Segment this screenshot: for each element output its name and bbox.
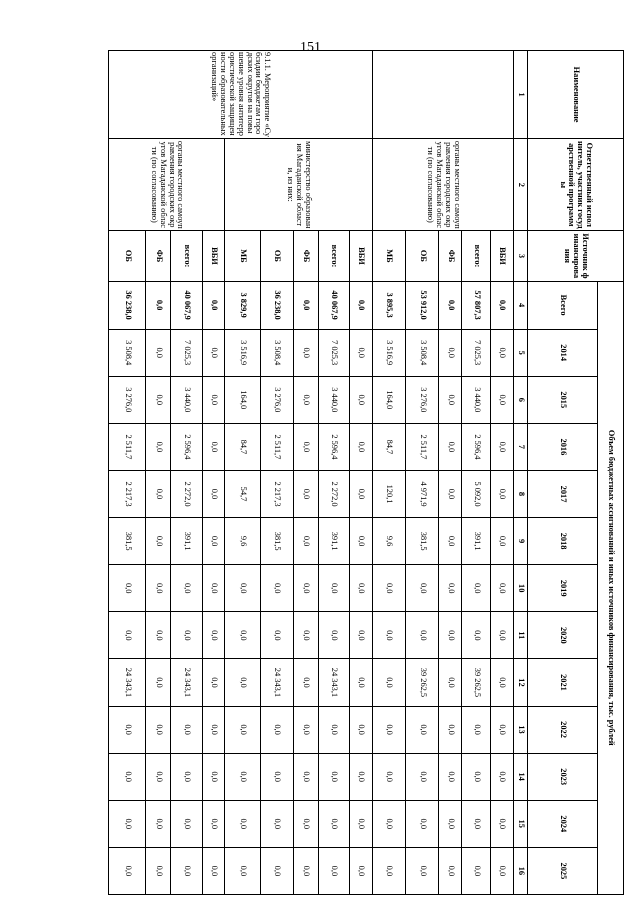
year-value-cell: 0,0 <box>202 753 225 800</box>
year-value-cell: 0,0 <box>260 800 293 847</box>
year-value-cell: 0,0 <box>260 847 293 894</box>
year-value-cell: 0,0 <box>349 376 372 423</box>
year-value-cell: 0,0 <box>202 565 225 612</box>
year-value-cell: 0,0 <box>293 376 318 423</box>
year-value-cell: 0,0 <box>349 329 372 376</box>
header-year: 2023 <box>528 753 598 800</box>
header-volume: Объем бюджетных ассигнований и иных источников финансирования, тыс. рублей <box>598 281 624 894</box>
year-value-cell: 0,0 <box>439 753 462 800</box>
year-value-cell: 0,0 <box>491 800 514 847</box>
total-value-cell: 36 238,0 <box>109 281 146 329</box>
column-number: 1 <box>514 51 528 139</box>
source-cell: ОБ <box>260 231 293 281</box>
year-value-cell: 2 272,0 <box>171 470 202 517</box>
year-value-cell: 0,0 <box>109 847 146 894</box>
executor-cell: органы местного самоуправления городских округов Магаданской области (по согласованию) <box>372 139 513 231</box>
year-value-cell: 0,0 <box>439 659 462 706</box>
year-value-cell: 0,0 <box>439 376 462 423</box>
year-value-cell: 0,0 <box>171 753 202 800</box>
year-value-cell: 0,0 <box>318 800 349 847</box>
year-value-cell: 0,0 <box>406 565 439 612</box>
year-value-cell: 0,0 <box>318 612 349 659</box>
year-value-cell: 0,0 <box>406 706 439 753</box>
year-value-cell: 2 596,4 <box>462 423 491 470</box>
total-value-cell: 0,0 <box>146 281 171 329</box>
year-value-cell: 0,0 <box>349 800 372 847</box>
column-number: 3 <box>514 231 528 281</box>
year-value-cell: 9,6 <box>372 518 405 565</box>
year-value-cell: 2 217,3 <box>109 470 146 517</box>
year-value-cell: 0,0 <box>109 753 146 800</box>
year-value-cell: 3 516,9 <box>372 329 405 376</box>
year-value-cell: 0,0 <box>293 565 318 612</box>
year-value-cell: 0,0 <box>462 800 491 847</box>
year-value-cell: 3 276,0 <box>406 376 439 423</box>
year-value-cell: 0,0 <box>146 753 171 800</box>
year-value-cell: 24 343,1 <box>171 659 202 706</box>
source-cell: ОБ <box>406 231 439 281</box>
year-value-cell: 0,0 <box>260 612 293 659</box>
year-value-cell: 0,0 <box>491 612 514 659</box>
year-value-cell: 0,0 <box>349 518 372 565</box>
year-value-cell: 0,0 <box>318 753 349 800</box>
column-number: 9 <box>514 518 528 565</box>
year-value-cell: 0,0 <box>202 376 225 423</box>
column-number: 10 <box>514 565 528 612</box>
year-value-cell: 0,0 <box>439 800 462 847</box>
header-year: 2020 <box>528 612 598 659</box>
year-value-cell: 2 511,7 <box>109 423 146 470</box>
year-value-cell: 391,1 <box>462 518 491 565</box>
year-value-cell: 391,1 <box>171 518 202 565</box>
year-value-cell: 24 343,1 <box>260 659 293 706</box>
year-value-cell: 84,7 <box>372 423 405 470</box>
column-number: 7 <box>514 423 528 470</box>
year-value-cell: 3 508,4 <box>109 329 146 376</box>
year-value-cell: 4 971,9 <box>406 470 439 517</box>
year-value-cell: 0,0 <box>349 706 372 753</box>
source-cell: ВБИ <box>491 231 514 281</box>
source-cell: всего: <box>171 231 202 281</box>
table-row <box>202 51 225 895</box>
year-value-cell: 0,0 <box>439 706 462 753</box>
year-value-cell: 0,0 <box>406 800 439 847</box>
year-value-cell: 0,0 <box>171 847 202 894</box>
year-value-cell: 0,0 <box>225 565 260 612</box>
year-value-cell: 0,0 <box>225 612 260 659</box>
column-number: 14 <box>514 753 528 800</box>
year-value-cell: 0,0 <box>146 800 171 847</box>
header-year: 2017 <box>528 470 598 517</box>
year-value-cell: 0,0 <box>202 423 225 470</box>
year-value-cell: 0,0 <box>439 470 462 517</box>
year-value-cell: 0,0 <box>462 612 491 659</box>
year-value-cell: 0,0 <box>293 800 318 847</box>
year-value-cell: 0,0 <box>146 376 171 423</box>
year-value-cell: 0,0 <box>202 612 225 659</box>
total-value-cell: 40 067,9 <box>318 281 349 329</box>
budget-table <box>108 50 624 895</box>
year-value-cell: 0,0 <box>293 847 318 894</box>
header-executor: Ответственный исполнитель, участник государственной программы <box>528 139 624 231</box>
year-value-cell: 0,0 <box>439 847 462 894</box>
source-cell: ФБ <box>439 231 462 281</box>
column-number: 4 <box>514 281 528 329</box>
year-value-cell: 3 440,0 <box>462 376 491 423</box>
header-year: 2019 <box>528 565 598 612</box>
column-number: 5 <box>514 329 528 376</box>
year-value-cell: 0,0 <box>225 753 260 800</box>
year-value-cell: 0,0 <box>318 847 349 894</box>
year-value-cell: 0,0 <box>260 753 293 800</box>
year-value-cell: 3 276,0 <box>260 376 293 423</box>
year-value-cell: 0,0 <box>491 518 514 565</box>
source-cell: ВБИ <box>202 231 225 281</box>
header-year: 2025 <box>528 847 598 894</box>
year-value-cell: 120,1 <box>372 470 405 517</box>
year-value-cell: 0,0 <box>372 612 405 659</box>
header-year: 2024 <box>528 800 598 847</box>
source-cell: всего: <box>462 231 491 281</box>
year-value-cell: 0,0 <box>491 706 514 753</box>
rotated-table-container <box>108 50 624 895</box>
year-value-cell: 381,5 <box>260 518 293 565</box>
year-value-cell: 0,0 <box>260 565 293 612</box>
year-value-cell: 2 511,7 <box>406 423 439 470</box>
year-value-cell: 0,0 <box>491 470 514 517</box>
year-value-cell: 7 025,3 <box>171 329 202 376</box>
year-value-cell: 0,0 <box>491 423 514 470</box>
year-value-cell: 3 508,4 <box>406 329 439 376</box>
source-cell: МБ <box>372 231 405 281</box>
year-value-cell: 0,0 <box>491 565 514 612</box>
year-value-cell: 0,0 <box>349 423 372 470</box>
year-value-cell: 0,0 <box>202 470 225 517</box>
column-number: 12 <box>514 659 528 706</box>
header-year: 2018 <box>528 518 598 565</box>
year-value-cell: 0,0 <box>146 706 171 753</box>
year-value-cell: 0,0 <box>202 800 225 847</box>
year-value-cell: 3 276,0 <box>109 376 146 423</box>
year-value-cell: 0,0 <box>349 659 372 706</box>
year-value-cell: 0,0 <box>171 565 202 612</box>
executor-cell: органы местного самоуправления городских округов Магаданской области (по согласованию) <box>109 139 225 231</box>
year-value-cell: 391,1 <box>318 518 349 565</box>
year-value-cell: 0,0 <box>109 565 146 612</box>
source-cell: МБ <box>225 231 260 281</box>
year-value-cell: 0,0 <box>293 423 318 470</box>
source-cell: всего: <box>318 231 349 281</box>
year-value-cell: 2 511,7 <box>260 423 293 470</box>
year-value-cell: 0,0 <box>462 847 491 894</box>
year-value-cell: 0,0 <box>202 518 225 565</box>
year-value-cell: 0,0 <box>146 612 171 659</box>
total-value-cell: 3 895,3 <box>372 281 405 329</box>
year-value-cell: 0,0 <box>439 423 462 470</box>
year-value-cell: 0,0 <box>491 659 514 706</box>
year-value-cell: 24 343,1 <box>109 659 146 706</box>
year-value-cell: 3 440,0 <box>318 376 349 423</box>
column-number: 13 <box>514 706 528 753</box>
measure-name-cell: 9.1.1. Мероприятие «Субсидии бюджетам городских округов на повышение уровня антитеррористической защищенности образовательных организаций» <box>109 51 373 139</box>
year-value-cell: 0,0 <box>406 612 439 659</box>
page-number: 151 <box>300 40 321 55</box>
year-value-cell: 0,0 <box>225 659 260 706</box>
year-value-cell: 84,7 <box>225 423 260 470</box>
year-value-cell: 39 262,5 <box>406 659 439 706</box>
year-value-cell: 0,0 <box>293 518 318 565</box>
table-row <box>491 51 514 895</box>
year-value-cell: 0,0 <box>109 800 146 847</box>
total-value-cell: 3 829,9 <box>225 281 260 329</box>
empty-cell <box>372 51 513 139</box>
year-value-cell: 3 440,0 <box>171 376 202 423</box>
year-value-cell: 5 092,0 <box>462 470 491 517</box>
year-value-cell: 0,0 <box>491 753 514 800</box>
header-year: 2021 <box>528 659 598 706</box>
total-value-cell: 36 238,0 <box>260 281 293 329</box>
year-value-cell: 0,0 <box>372 800 405 847</box>
column-number: 2 <box>514 139 528 231</box>
year-value-cell: 7 025,3 <box>318 329 349 376</box>
column-number: 6 <box>514 376 528 423</box>
year-value-cell: 0,0 <box>372 659 405 706</box>
total-value-cell: 57 807,3 <box>462 281 491 329</box>
header-year: 2016 <box>528 423 598 470</box>
year-value-cell: 2 596,4 <box>171 423 202 470</box>
year-value-cell: 0,0 <box>225 706 260 753</box>
year-value-cell: 164,0 <box>225 376 260 423</box>
year-value-cell: 0,0 <box>318 706 349 753</box>
year-value-cell: 0,0 <box>109 612 146 659</box>
year-value-cell: 0,0 <box>293 706 318 753</box>
year-value-cell: 0,0 <box>225 800 260 847</box>
year-value-cell: 0,0 <box>146 423 171 470</box>
year-value-cell: 0,0 <box>293 659 318 706</box>
year-value-cell: 0,0 <box>406 847 439 894</box>
year-value-cell: 0,0 <box>491 376 514 423</box>
total-value-cell: 0,0 <box>293 281 318 329</box>
year-value-cell: 0,0 <box>349 753 372 800</box>
header-source: Источник финансирования <box>528 231 624 281</box>
year-value-cell: 0,0 <box>202 847 225 894</box>
total-value-cell: 0,0 <box>491 281 514 329</box>
total-value-cell: 40 067,9 <box>171 281 202 329</box>
column-number: 8 <box>514 470 528 517</box>
year-value-cell: 0,0 <box>146 518 171 565</box>
year-value-cell: 0,0 <box>293 612 318 659</box>
year-value-cell: 0,0 <box>372 565 405 612</box>
year-value-cell: 24 343,1 <box>318 659 349 706</box>
year-value-cell: 0,0 <box>146 329 171 376</box>
year-value-cell: 0,0 <box>293 470 318 517</box>
total-value-cell: 53 912,0 <box>406 281 439 329</box>
year-value-cell: 2 596,4 <box>318 423 349 470</box>
year-value-cell: 0,0 <box>349 847 372 894</box>
column-number: 11 <box>514 612 528 659</box>
source-cell: ОБ <box>109 231 146 281</box>
year-value-cell: 0,0 <box>406 753 439 800</box>
year-value-cell: 0,0 <box>146 565 171 612</box>
year-value-cell: 0,0 <box>439 518 462 565</box>
year-value-cell: 0,0 <box>349 612 372 659</box>
source-cell: ВБИ <box>349 231 372 281</box>
source-cell: ФБ <box>293 231 318 281</box>
year-value-cell: 0,0 <box>171 800 202 847</box>
year-value-cell: 54,7 <box>225 470 260 517</box>
header-year: 2014 <box>528 329 598 376</box>
total-value-cell: 0,0 <box>349 281 372 329</box>
column-number: 16 <box>514 847 528 894</box>
year-value-cell: 381,5 <box>109 518 146 565</box>
year-value-cell: 0,0 <box>491 329 514 376</box>
year-value-cell: 0,0 <box>439 612 462 659</box>
header-total: Всего <box>528 281 598 329</box>
year-value-cell: 3 508,4 <box>260 329 293 376</box>
year-value-cell: 0,0 <box>202 659 225 706</box>
year-value-cell: 0,0 <box>462 753 491 800</box>
year-value-cell: 0,0 <box>202 329 225 376</box>
year-value-cell: 0,0 <box>372 847 405 894</box>
year-value-cell: 39 262,5 <box>462 659 491 706</box>
year-value-cell: 0,0 <box>439 329 462 376</box>
header-name: Наименование <box>528 51 624 139</box>
header-year: 2015 <box>528 376 598 423</box>
header-year: 2022 <box>528 706 598 753</box>
year-value-cell: 9,6 <box>225 518 260 565</box>
year-value-cell: 0,0 <box>109 706 146 753</box>
executor-cell: министерство образования Магаданской области, из них: <box>225 139 372 231</box>
source-cell: ФБ <box>146 231 171 281</box>
column-number: 15 <box>514 800 528 847</box>
year-value-cell: 0,0 <box>318 565 349 612</box>
year-value-cell: 0,0 <box>293 753 318 800</box>
table-row <box>349 51 372 895</box>
year-value-cell: 0,0 <box>372 706 405 753</box>
year-value-cell: 3 516,9 <box>225 329 260 376</box>
year-value-cell: 0,0 <box>171 612 202 659</box>
year-value-cell: 2 272,0 <box>318 470 349 517</box>
year-value-cell: 0,0 <box>202 706 225 753</box>
year-value-cell: 381,5 <box>406 518 439 565</box>
year-value-cell: 0,0 <box>491 847 514 894</box>
year-value-cell: 164,0 <box>372 376 405 423</box>
year-value-cell: 0,0 <box>146 847 171 894</box>
year-value-cell: 2 217,3 <box>260 470 293 517</box>
total-value-cell: 0,0 <box>202 281 225 329</box>
year-value-cell: 0,0 <box>146 470 171 517</box>
total-value-cell: 0,0 <box>439 281 462 329</box>
year-value-cell: 0,0 <box>462 565 491 612</box>
year-value-cell: 0,0 <box>462 706 491 753</box>
year-value-cell: 0,0 <box>146 659 171 706</box>
year-value-cell: 0,0 <box>349 470 372 517</box>
year-value-cell: 0,0 <box>439 565 462 612</box>
year-value-cell: 0,0 <box>372 753 405 800</box>
year-value-cell: 0,0 <box>349 565 372 612</box>
year-value-cell: 0,0 <box>171 706 202 753</box>
year-value-cell: 7 025,3 <box>462 329 491 376</box>
year-value-cell: 0,0 <box>260 706 293 753</box>
year-value-cell: 0,0 <box>293 329 318 376</box>
year-value-cell: 0,0 <box>225 847 260 894</box>
